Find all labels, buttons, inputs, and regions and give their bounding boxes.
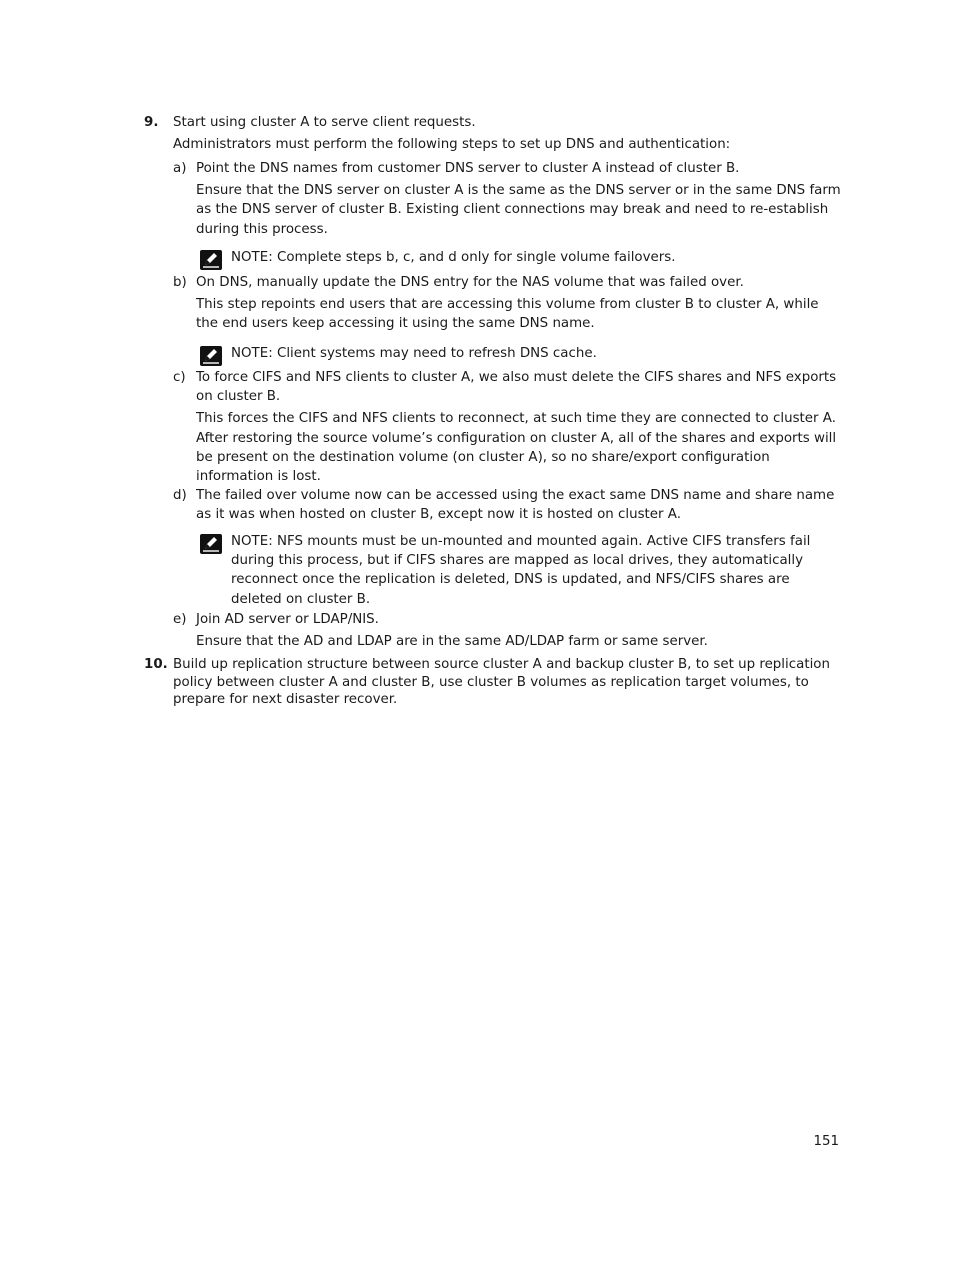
substep-letter: b) [173, 275, 187, 290]
substep-detail: Ensure that the DNS server on cluster A is the same as the DNS server or in the same DNS farm as the DNS server of cluster B. Existing client connections may break and need to re-establish during this process. [196, 183, 841, 237]
note-a [200, 248, 844, 272]
note-label: NOTE: [231, 346, 273, 361]
step-number: 9. [144, 115, 159, 130]
note-d [200, 532, 844, 612]
substep-detail: This forces the CIFS and NFS clients to reconnect, at such time they are connected to cluster A. After restoring the source volume’s configuration on cluster A, all of the shares and exports will be present on the destination volume (on cluster A), so no share/export configuration information is lost. [196, 411, 837, 485]
note-label: NOTE: [231, 534, 273, 549]
substep-letter: d) [173, 488, 187, 503]
substep-text: To force CIFS and NFS clients to cluster A, we also must delete the CIFS shares and NFS exports on cluster B. [196, 370, 837, 405]
substep-text: On DNS, manually update the DNS entry for the NAS volume that was failed over. [196, 275, 744, 290]
substep-e [173, 610, 844, 654]
page-number: 151 [813, 1134, 839, 1149]
note-pencil-icon [200, 346, 222, 366]
substep-detail: This step repoints end users that are accessing this volume from cluster B to cluster A, while the end users keep accessing it using the same DNS name. [196, 297, 819, 332]
note-b [200, 344, 844, 368]
note-text: Complete steps b, c, and d only for single volume failovers. [272, 250, 676, 265]
substep-text: Point the DNS names from customer DNS server to cluster A instead of cluster B. [196, 161, 740, 176]
step-number: 10. [144, 657, 168, 672]
substep-text: Join AD server or LDAP/NIS. [196, 612, 379, 627]
note-label: NOTE: [231, 250, 273, 265]
substep-a [173, 159, 844, 239]
substep-d [173, 486, 844, 526]
substep-text: The failed over volume now can be accessed using the exact same DNS name and share name as it was when hosted on cluster B, except now it is hosted on cluster A. [196, 488, 835, 523]
step-text: Build up replication structure between source cluster A and backup cluster B, to set up replication policy between cluster A and cluster B, use cluster B volumes as replication target volumes, to prepare for next disaster recover. [173, 657, 830, 708]
note-text: Client systems may need to refresh DNS cache. [272, 346, 597, 361]
note-text: NFS mounts must be un-mounted and mounted again. Active CIFS transfers fail during this process, but if CIFS shares are mapped as local drives, they automatically reconnect once the replication is deleted, DNS is updated, and NFS/CIFS shares are deleted on cluster B. [231, 534, 811, 607]
substep-b [173, 273, 844, 335]
note-pencil-icon [200, 250, 222, 270]
note-pencil-icon [200, 534, 222, 554]
substep-letter: c) [173, 370, 186, 385]
step-9 [144, 113, 844, 153]
step-10 [144, 655, 844, 715]
substep-detail: Ensure that the AD and LDAP are in the same AD/LDAP farm or same server. [196, 634, 708, 650]
step-title: Start using cluster A to serve client requests. [173, 115, 476, 130]
substep-letter: e) [173, 612, 187, 627]
step-intro: Administrators must perform the following steps to set up DNS and authentication: [173, 137, 731, 153]
substep-c [173, 368, 844, 486]
substep-letter: a) [173, 161, 187, 176]
